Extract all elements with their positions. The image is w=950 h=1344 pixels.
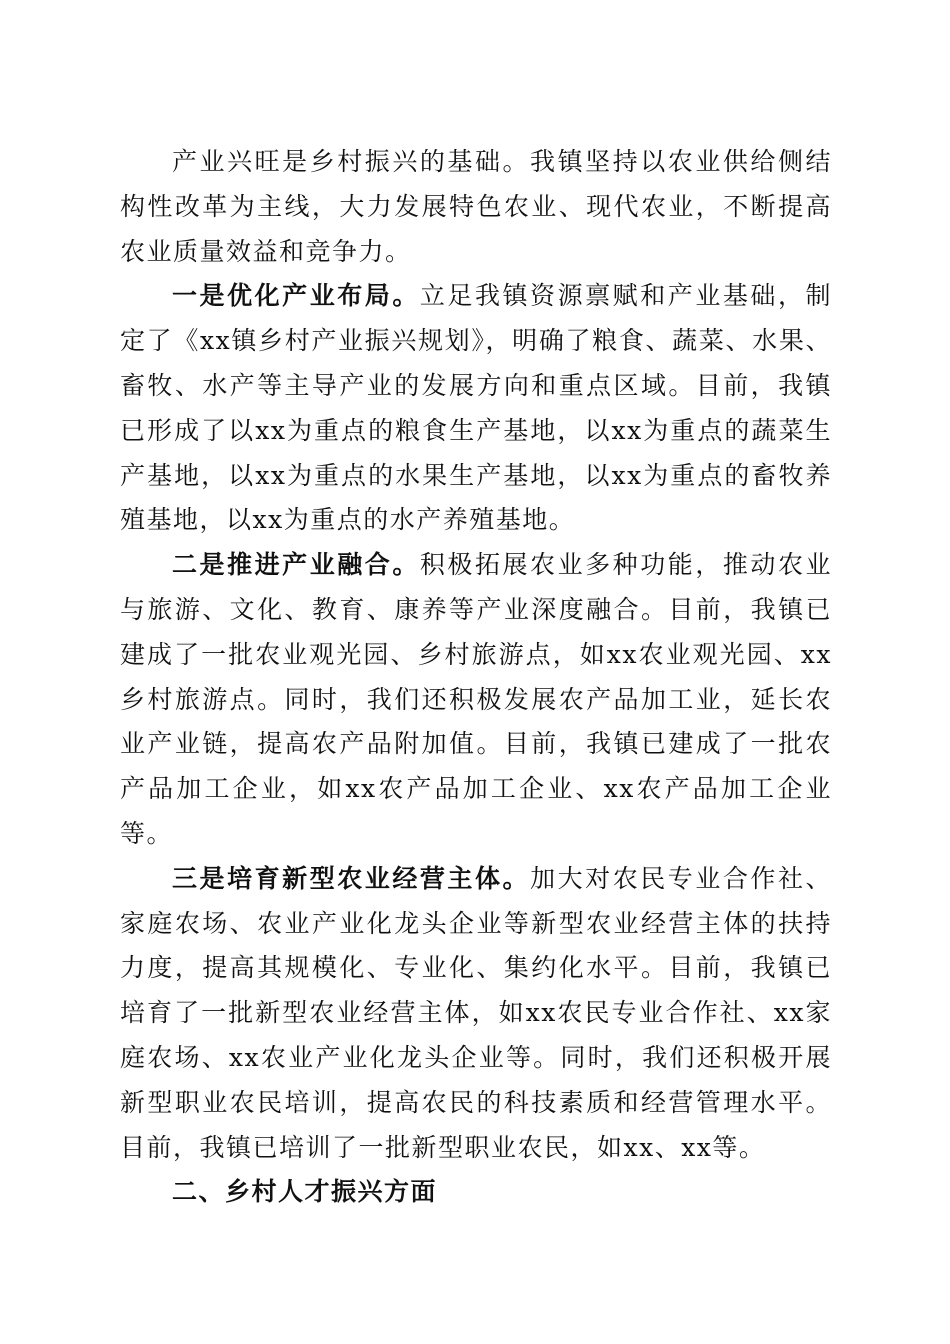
item-paragraph-2 bbox=[120, 543, 832, 857]
item-paragraph-3 bbox=[120, 857, 832, 1171]
item-body-1: 立足我镇资源禀赋和产业基础，制定了《xx镇乡村产业振兴规划》，明确了粮食、蔬菜、水果、畜牧、水产等主导产业的发展方向和重点区域。目前，我镇已形成了以xx为重点的粮食生产基地，以xx为重点的蔬菜生产基地，以xx为重点的水果生产基地，以xx为重点的畜牧养殖基地，以xx为重点的水产养殖基地。 bbox=[120, 281, 832, 535]
section-heading: 二、乡村人才振兴方面 bbox=[172, 1177, 438, 1207]
item-lead-2: 二是推进产业融合。 bbox=[172, 550, 420, 580]
item-lead-1: 一是优化产业布局。 bbox=[172, 281, 420, 311]
item-body-2: 积极拓展农业多种功能，推动农业与旅游、文化、教育、康养等产业深度融合。目前，我镇已建成了一批农业观光园、乡村旅游点，如xx农业观光园、xx乡村旅游点。同时，我们还积极发展农产品加工业，延长农业产业链，提高农产品附加值。目前，我镇已建成了一批农产品加工企业，如xx农产品加工企业、xx农产品加工企业等。 bbox=[120, 550, 832, 848]
intro-paragraph: 产业兴旺是乡村振兴的基础。我镇坚持以农业供给侧结构性改革为主线，大力发展特色农业、现代农业，不断提高农业质量效益和竞争力。 bbox=[120, 147, 832, 266]
item-body-3: 加大对农民专业合作社、家庭农场、农业产业化龙头企业等新型农业经营主体的扶持力度，提高其规模化、专业化、集约化水平。目前，我镇已培育了一批新型农业经营主体，如xx农民专业合作社、xx家庭农场、xx农业产业化龙头企业等。同时，我们还积极开展新型职业农民培训，提高农民的科技素质和经营管理水平。目前，我镇已培训了一批新型职业农民，如xx、xx等。 bbox=[120, 863, 832, 1162]
item-lead-3: 三是培育新型农业经营主体。 bbox=[172, 863, 531, 893]
item-paragraph-1 bbox=[120, 274, 832, 543]
document-body bbox=[120, 140, 832, 1215]
